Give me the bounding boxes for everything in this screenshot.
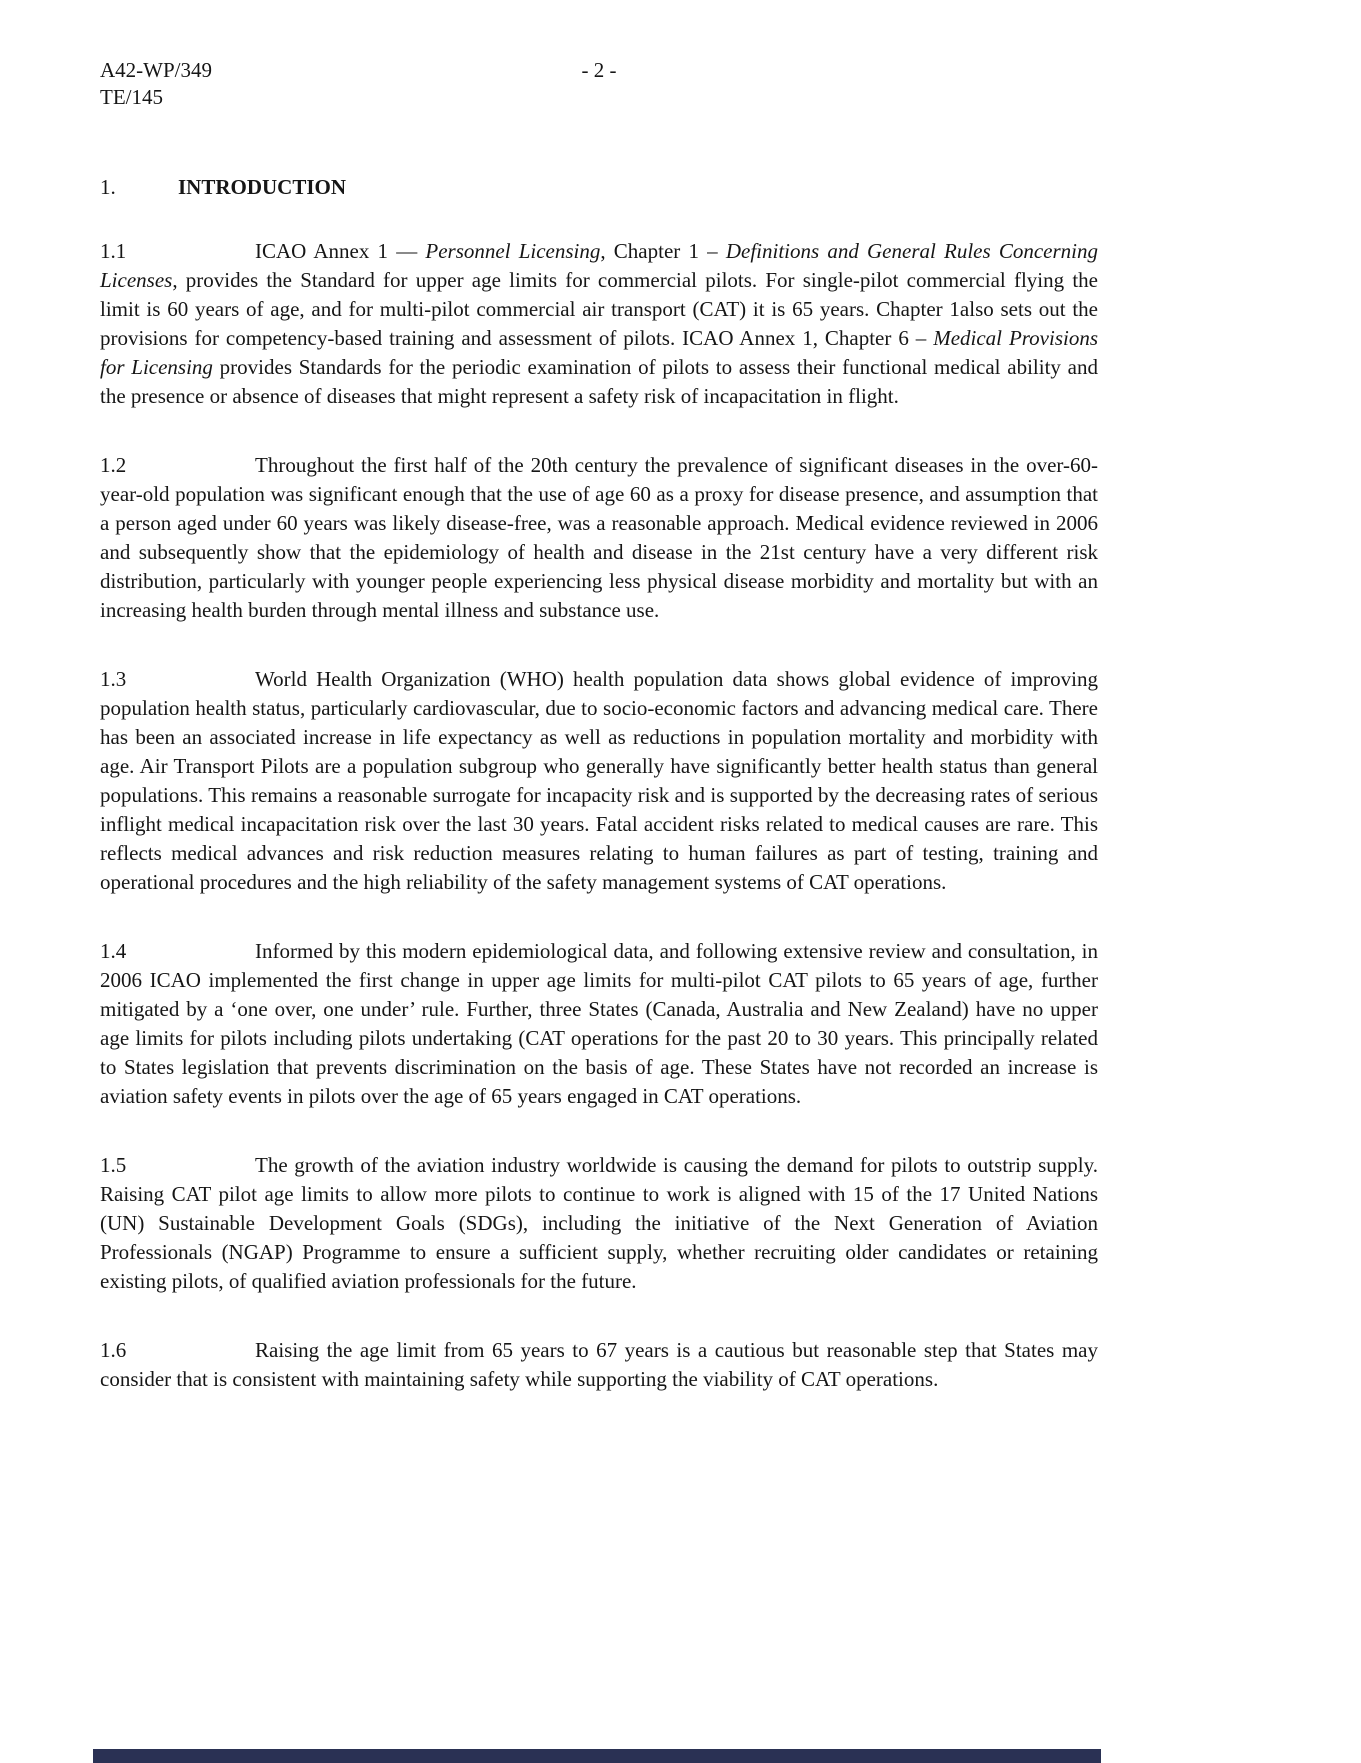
section-title: INTRODUCTION [178, 175, 347, 199]
paragraph-1.1 [100, 237, 1098, 411]
body-text: , Chapter 1 – [600, 239, 726, 263]
section-heading [100, 173, 1098, 202]
paragraph-1.4 [100, 937, 1098, 1111]
body-text: ICAO Annex 1 — [255, 239, 426, 263]
paragraph-list [100, 237, 1098, 1394]
body-text: Raising the age limit from 65 years to 67 years is a cautious but reasonable step that States may consider that is consistent with maintaining safety while supporting the viability of CAT operations. [100, 1338, 1098, 1391]
paragraph-number: 1.2 [100, 453, 127, 477]
paragraph-number: 1.1 [100, 239, 127, 263]
paragraph-1.6 [100, 1336, 1098, 1394]
page-number: - 2 - [581, 58, 617, 82]
body-text: , provides the Standard for upper age limits for commercial pilots. For single-pilot commercial flying the limit is 60 years of age, and for multi-pilot commercial air transport (CAT) it is 65 years. Chapter 1also sets out the provisions for competency-based training and assessment of pilots. ICAO Annex 1, Chapter 6 – [100, 268, 1098, 350]
page-header [100, 57, 1098, 113]
paragraph-number: 1.3 [100, 667, 127, 691]
paragraph-number: 1.6 [100, 1338, 127, 1362]
doc-reference: A42-WP/349 [100, 58, 212, 82]
page-content [100, 57, 1098, 1394]
body-text: provides Standards for the periodic examination of pilots to assess their functional medical ability and the presence or absence of diseases that might represent a safety risk of incapacitation in flight. [100, 355, 1098, 408]
doc-reference-secondary: TE/145 [100, 85, 163, 109]
body-text: Throughout the first half of the 20th century the prevalence of significant diseases in the over-60-year-old population was significant enough that the use of age 60 as a proxy for disease presence, and assumption that a person aged under 60 years was likely disease-free, was a reasonable approach. Medical evidence reviewed in 2006 and subsequently show that the epidemiology of health and disease in the 21st century have a very different risk distribution, particularly with younger people experiencing less physical disease morbidity and mortality but with an increasing health burden through mental illness and substance use. [100, 453, 1098, 622]
italic-text: Medical Provisions for Licensing [100, 326, 1099, 379]
italic-text: Personnel Licensing [425, 239, 601, 263]
section-number: 1. [100, 175, 116, 199]
paragraph-1.3 [100, 665, 1098, 897]
paragraph-1.2 [100, 451, 1098, 625]
italic-text: Definitions and General Rules Concerning Licenses [100, 239, 1098, 292]
paragraph-number: 1.4 [100, 939, 127, 963]
paragraph-number: 1.5 [100, 1153, 127, 1177]
paragraph-1.5 [100, 1151, 1098, 1296]
body-text: The growth of the aviation industry worldwide is causing the demand for pilots to outstrip supply. Raising CAT pilot age limits to allow more pilots to continue to work is aligned with 15 of the 17 United Nations (UN) Sustainable Development Goals (SDGs), including the initiative of the Next Generation of Aviation Professionals (NGAP) Programme to ensure a sufficient supply, whether recruiting older candidates or retaining existing pilots, of qualified aviation professionals for the future. [100, 1153, 1098, 1293]
body-text: World Health Organization (WHO) health population data shows global evidence of improving population health status, particularly cardiovascular, due to socio-economic factors and advancing medical care. There has been an associated increase in life expectancy as well as reductions in population mortality and morbidity with age. Air Transport Pilots are a population subgroup who generally have significantly better health status than general populations. This remains a reasonable surrogate for incapacity risk and is supported by the decreasing rates of serious inflight medical incapacitation risk over the last 30 years. Fatal accident risks related to medical causes are rare. This reflects medical advances and risk reduction measures relating to human failures as part of testing, training and operational procedures and the high reliability of the safety management systems of CAT operations. [100, 667, 1098, 894]
page-bottom-bar [93, 1749, 1101, 1763]
body-text: Informed by this modern epidemiological data, and following extensive review and consultation, in 2006 ICAO implemented the first change in upper age limits for multi-pilot CAT pilots to 65 years of age, further mitigated by a ‘one over, one under’ rule. Further, three States (Canada, Australia and New Zealand) have no upper age limits for pilots including pilots undertaking (CAT operations for the past 20 to 30 years. This principally related to States legislation that prevents discrimination on the basis of age. These States have not recorded an increase is aviation safety events in pilots over the age of 65 years engaged in CAT operations. [100, 939, 1098, 1108]
